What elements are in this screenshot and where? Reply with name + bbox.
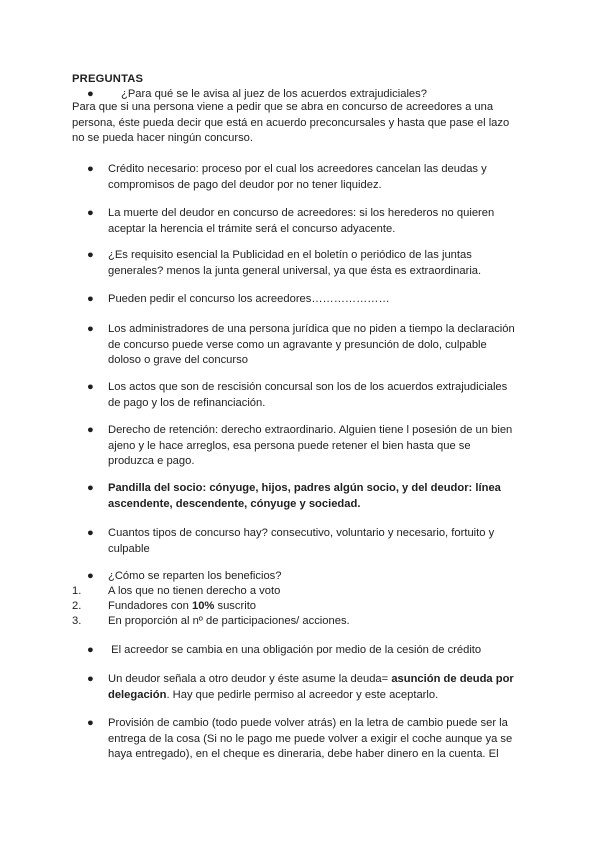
list-item-text: Pandilla del socio: cónyuge, hijos, padres algún socio, y del deudor: línea ascendente, descendente, cónyuge y sociedad. [108, 482, 501, 510]
list-item [87, 248, 517, 279]
list-item-text: El acreedor se cambia en una obligación por medio de la cesión de crédito [108, 644, 482, 656]
bullet-icon: ● [87, 163, 94, 175]
bullet-icon: ● [87, 88, 94, 100]
bullet-icon: ● [87, 424, 94, 436]
list-item-text: ¿Cómo se reparten los beneficios? [108, 570, 282, 582]
list-item-text: La muerte del deudor en concurso de acreedores: si los herederos no quieren aceptar la herencia el trámite será el concurso adyacente. [108, 207, 495, 235]
first-question-text: ¿Para qué se le avisa al juez de los acuerdos extrajudiciales? [121, 88, 427, 100]
list-item-text: ¿Es requisito esencial la Publicidad en el boletín o periódico de las juntas generales? menos la junta general universal, ya que ésta es extraordinaria. [108, 249, 482, 277]
intro-paragraph: Para que si una persona viene a pedir que se abra en concurso de acreedores a una persona, éste pueda decir que está en acuerdo preconcursales y hasta que pase el lazo no se pueda hacer ningún concurso. [72, 101, 510, 145]
numbered-item-number: 3. [72, 615, 82, 627]
list-item [87, 380, 517, 411]
numbered-item-text: A los que no tienen derecho a voto [108, 585, 281, 597]
numbered-item-number: 1. [72, 585, 82, 597]
list-item [87, 292, 517, 308]
bullet-icon: ● [87, 249, 94, 261]
list-item-text: Un deudor señala a otro deudor y éste asume la deuda= asunción de deuda por delegación. Hay que pedirle permiso al acreedor y este aceptarlo. [108, 673, 514, 701]
bullet-icon: ● [87, 644, 94, 656]
numbered-item-text: Fundadores con 10% suscrito [108, 600, 257, 612]
list-item [87, 162, 517, 193]
list-item [87, 206, 517, 237]
bullet-icon: ● [87, 293, 94, 305]
bullet-icon: ● [87, 673, 94, 685]
bullet-icon: ● [87, 570, 94, 582]
numbered-item-number: 2. [72, 600, 82, 612]
list-item-text: Provisión de cambio (todo puede volver atrás) en la letra de cambio puede ser la entrega de la cosa (Si no le pago me puede volver a exigir el coche aunque ya se haya entregado), en el cheque es dineraria, debe haber dinero en la cuenta. El [108, 717, 513, 761]
list-item [87, 526, 517, 557]
bullet-icon: ● [87, 207, 94, 219]
list-item [87, 322, 517, 369]
page-title: PREGUNTAS [72, 73, 144, 85]
list-item-text: Los actos que son de rescisión concursal son los de los acuerdos extrajudiciales de pago y los de refinanciación. [108, 381, 508, 409]
bullet-icon: ● [87, 482, 94, 494]
list-item [87, 423, 517, 470]
list-item-text: Cuantos tipos de concurso hay? consecutivo, voluntario y necesario, fortuito y culpable [108, 527, 495, 555]
list-item [87, 481, 517, 512]
bullet-icon: ● [87, 381, 94, 393]
list-item [87, 672, 517, 703]
list-item-text: Pueden pedir el concurso los acreedores………………… [108, 293, 390, 305]
list-item-text: Crédito necesario: proceso por el cual los acreedores cancelan las deudas y compromisos de pago del deudor por no tener liquidez. [108, 163, 487, 191]
list-item-text: Los administradores de una persona jurídica que no piden a tiempo la declaración de concurso puede verse como un agravante y presunción de dolo, culpable doloso o grave del concurso [108, 323, 515, 367]
list-item [87, 716, 517, 763]
numbered-item-text: En proporción al nº de participaciones/ acciones. [108, 615, 350, 627]
list-item-text: Derecho de retención: derecho extraordinario. Alguien tiene l posesión de un bien ajeno y le hace arreglos, esa persona puede retener el bien hasta que se produzca e pago. [108, 424, 513, 468]
list-item [87, 569, 517, 585]
bullet-icon: ● [87, 717, 94, 729]
bullet-icon: ● [87, 323, 94, 335]
list-item [87, 643, 517, 659]
bullet-icon: ● [87, 527, 94, 539]
